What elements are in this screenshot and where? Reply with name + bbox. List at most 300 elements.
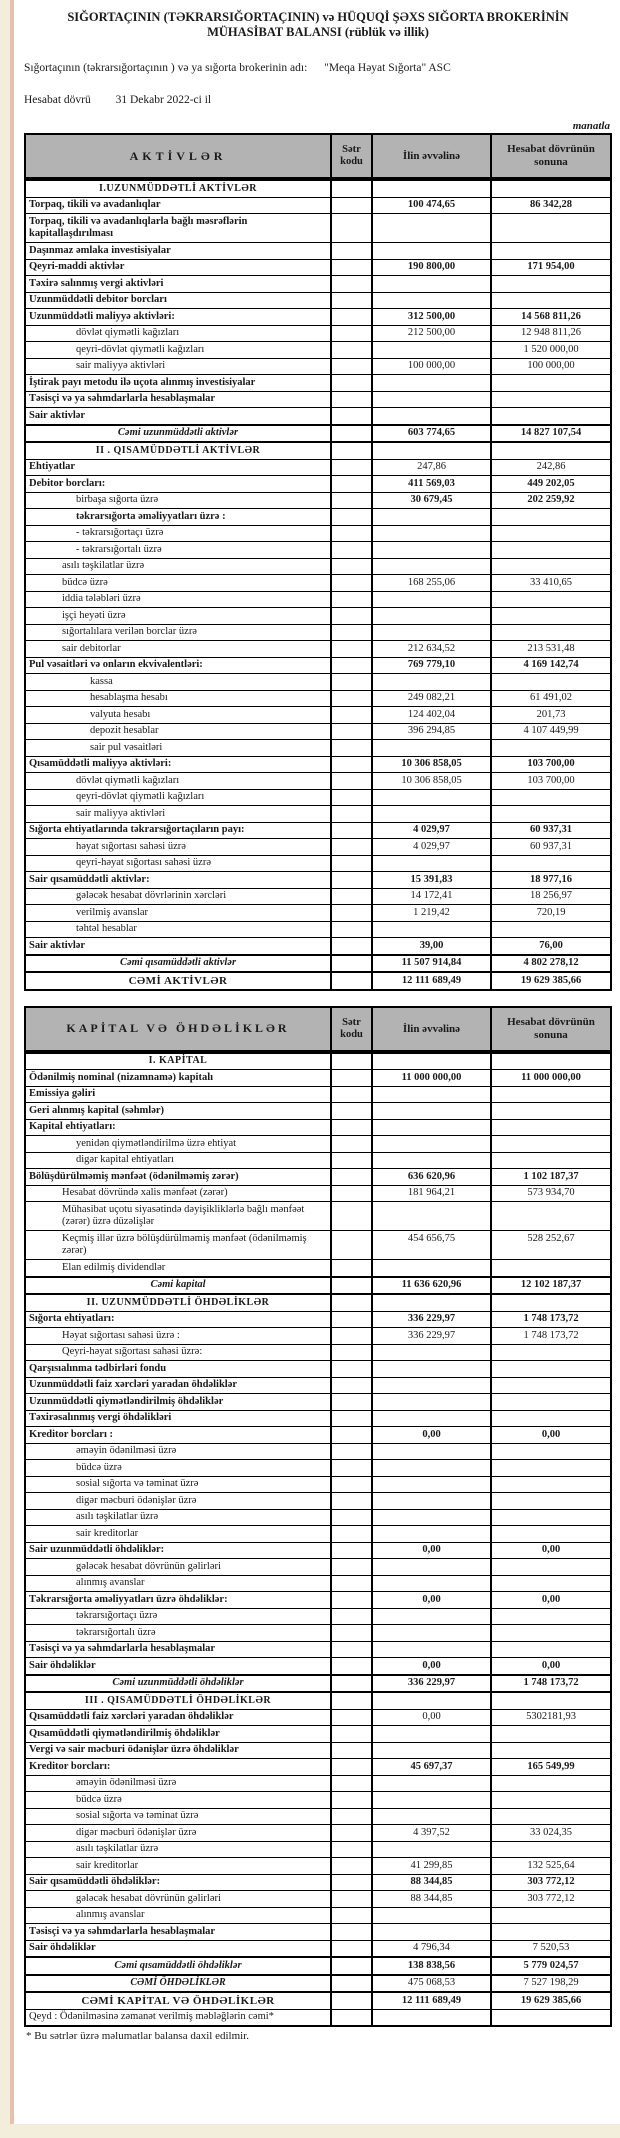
row-value-start-of-year: 10 306 858,05 [373,757,492,773]
table-row [26,904,610,921]
company-label: Sığortaçının (təkrarsığortaçının ) və ya sığorta brokerinin adı: [24,62,308,74]
row-value-end-of-period [492,214,610,242]
row-code-cell [332,1120,373,1136]
table-row [26,1135,610,1152]
row-code-cell [332,408,373,424]
row-code-cell [332,839,373,855]
table-row [26,308,610,325]
row-value-end-of-period [492,1103,610,1119]
row-code-cell [332,1776,373,1792]
row-value-end-of-period: 4 169 142,74 [523,659,579,670]
row-label: - təkrarsığortaçı üzrə [26,526,332,542]
table-row [26,1808,610,1825]
row-label: Torpaq, tikili və avadanlıqlarla bağlı məsrəflərin kapitallaşdırılması [26,214,332,242]
row-code-cell [332,1658,373,1674]
row-label: gələcək hesabat dövrünün gəlirləri [26,1559,332,1575]
table-row [26,1069,610,1086]
table-row [26,822,610,839]
row-label: digər məcburi ödənişlər üzrə [26,1493,332,1509]
row-value-start-of-year: 12 111 689,49 [373,1993,492,2009]
row-value-end-of-period: 202 259,92 [527,494,575,505]
row-label: Uzunmüddətli maliyyə aktivləri: [26,309,332,325]
row-value-start-of-year [373,1378,492,1394]
table-row [26,756,610,773]
row-label: sair kreditorlar [26,1858,332,1874]
table-row [26,292,610,309]
row-value-start-of-year [373,1103,492,1119]
row-value-start-of-year [373,1908,492,1924]
row-value-end-of-period: 201,73 [536,708,566,720]
period-value: 31 Dekabr 2022-ci il [115,94,212,106]
table-row [26,1230,610,1259]
table-row [26,179,610,197]
row-value-end-of-period: 0,00 [541,1659,561,1671]
table-row [26,1311,610,1328]
row-value-end-of-period [492,1260,610,1276]
row-label: Cəmi kapital [26,1278,332,1294]
row-code-cell [332,1394,373,1410]
row-value-end-of-period: 1 748 173,72 [523,1313,579,1324]
row-code-cell [332,1493,373,1509]
row-code-cell [332,1592,373,1608]
row-value-start-of-year [373,443,492,459]
company-line [24,62,612,74]
row-label: Qeyri-həyat sığortası sahəsi üzrə: [26,1345,332,1361]
row-value-end-of-period [492,922,610,938]
row-label: Ehtiyatlar [26,460,332,476]
row-value-start-of-year [373,806,492,822]
row-value-end-of-period [492,1776,610,1792]
row-value-end-of-period [492,1378,610,1394]
row-value-end-of-period [492,181,610,197]
table-row [26,1152,610,1169]
row-value-start-of-year [373,1087,492,1103]
row-value-end-of-period [492,1792,610,1808]
row-value-start-of-year: 603 774,65 [373,426,492,442]
row-code-cell [332,889,373,905]
row-value-start-of-year [373,181,492,197]
row-value-start-of-year [373,2010,492,2026]
row-value-end-of-period: 33 024,35 [530,1826,572,1838]
row-label: gələcək hesabat dövrlərinin xərcləri [26,889,332,905]
assets-table-body [26,179,610,989]
row-value-start-of-year: 212 634,52 [373,641,492,657]
table-row [26,1558,610,1575]
row-label: Cəmi qısamüddətli aktivlər [26,956,332,972]
row-value-end-of-period: 60 937,31 [530,840,572,852]
row-value-start-of-year [373,1493,492,1509]
table-row [26,325,610,342]
row-value-end-of-period: 5302181,93 [526,1711,576,1722]
row-value-end-of-period: 4 802 278,12 [523,957,579,968]
row-code-cell [332,1444,373,1460]
row-code-cell [332,1908,373,1924]
row-label: Sair qısamüddətli öhdəliklər: [26,1875,332,1891]
table-row [26,888,610,905]
row-value-start-of-year: 336 229,97 [373,1312,492,1328]
row-label: Torpaq, tikili və avadanlıqlar [26,198,332,214]
row-label: Bölüşdürülməmiş mənfəət (ödənilməmiş zərər) [26,1169,332,1185]
row-value-start-of-year: 138 838,56 [373,1958,492,1974]
row-code-cell [332,1676,373,1692]
table-row [26,954,610,972]
row-value-start-of-year [373,1625,492,1641]
row-code-cell [332,922,373,938]
row-value-start-of-year: 411 569,03 [373,476,492,492]
row-code-cell [332,260,373,276]
row-code-cell [332,243,373,259]
table-row [26,1476,610,1493]
row-code-cell [332,309,373,325]
row-label: Uzunmüddətli faiz xərcləri yaradan öhdəliklər [26,1378,332,1394]
row-label: Keçmiş illər üzrə bölüşdürülməmiş mənfəət (ödənilməmiş zərər) [26,1231,332,1259]
row-value-start-of-year: 124 402,04 [373,707,492,723]
row-label: həyat sığortası sahəsi üzrə [26,839,332,855]
row-label: Geri alınmış kapital (səhmlər) [26,1103,332,1119]
row-code-cell [332,476,373,492]
row-value-start-of-year [373,1345,492,1361]
table-row [26,475,610,492]
row-value-start-of-year: 11 000 000,00 [373,1070,492,1086]
table-row [26,391,610,408]
table-row [26,574,610,591]
table-row [26,1657,610,1674]
table-row [26,1907,610,1924]
row-label: Sığorta ehtiyatları: [26,1312,332,1328]
row-value-start-of-year: 336 229,97 [373,1676,492,1692]
table-row [26,690,610,707]
row-value-end-of-period [492,1345,610,1361]
row-value-end-of-period: 33 410,65 [530,576,572,588]
row-value-end-of-period [492,1642,610,1658]
row-label: Uzunmüddətli qiymətləndirilmiş öhdəliklər [26,1394,332,1410]
row-label: Sair öhdəliklər [26,1941,332,1957]
table-row [26,1890,610,1907]
table-row [26,772,610,789]
row-value-end-of-period [492,1908,610,1924]
row-value-end-of-period: 171 954,00 [527,261,575,272]
row-code-cell [332,773,373,789]
row-code-cell [332,1136,373,1152]
row-value-end-of-period: 100 000,00 [527,360,575,371]
row-code-cell [332,1278,373,1294]
row-label: Emissiya gəliri [26,1087,332,1103]
row-value-start-of-year [373,1394,492,1410]
row-value-end-of-period: 0,00 [541,1428,561,1440]
footnote: * Bu sətrlər üzrə məlumatlar balansa daxil edilmir. [26,2030,249,2042]
table-row [26,657,610,674]
table-row [26,1525,610,1542]
row-value-start-of-year [373,293,492,309]
page-margin-bottom [0,2124,620,2138]
table-row [26,1874,610,1891]
column-header-code: Sətr kodu [332,1008,373,1050]
row-label: Pul vəsaitləri və onların ekvivalentləri: [26,658,332,674]
table-row [26,921,610,938]
row-code-cell [332,1693,373,1709]
row-label: Sair öhdəliklər [26,1658,332,1674]
row-value-end-of-period [492,1477,610,1493]
table-row [26,739,610,756]
row-value-end-of-period: 7 520,53 [532,1942,570,1953]
table-row [26,1956,610,1974]
table-row [26,508,610,525]
table-row [26,1624,610,1641]
row-code-cell [332,1054,373,1070]
row-value-start-of-year: 454 656,75 [373,1231,492,1259]
row-code-cell [332,1726,373,1742]
document-title-line1: SIĞORTAÇININ (TƏKRARSIĞORTAÇININ) və HÜQUQİ ŞƏXS SIĞORTA BROKERİNİN [67,10,569,24]
row-code-cell [332,526,373,542]
row-code-cell [332,1186,373,1202]
row-value-end-of-period: 5 779 024,57 [523,1959,579,1971]
row-value-start-of-year: 14 172,41 [373,889,492,905]
table-row [26,1591,610,1608]
row-value-start-of-year [373,1726,492,1742]
row-value-start-of-year: 30 679,45 [373,493,492,509]
row-value-end-of-period: 76,00 [539,939,563,951]
table-row [26,1940,610,1957]
row-value-end-of-period: 573 934,70 [527,1187,575,1198]
row-value-end-of-period: 14 568 811,26 [521,310,581,322]
row-label: III . QISAMÜDDƏTLİ ÖHDƏLİKLƏR [26,1693,332,1709]
row-value-end-of-period [492,1625,610,1641]
row-value-end-of-period [492,1153,610,1169]
row-label: Daşınmaz əmlaka investisiyalar [26,243,332,259]
row-label: Ödənilmiş nominal (nizamnamə) kapitalı [26,1070,332,1086]
row-code-cell [332,1625,373,1641]
row-code-cell [332,198,373,214]
table-row [26,259,610,276]
table-row [26,607,610,624]
table-row [26,1575,610,1592]
row-code-cell [332,559,373,575]
column-header-code: Sətr kodu [332,135,373,177]
row-value-start-of-year [373,856,492,872]
row-value-end-of-period: 12 102 187,37 [520,1279,582,1290]
row-value-end-of-period [492,740,610,756]
row-label: Qeyd : Ödənilməsinə zəmanət verilmiş məbləğlərin cəmi* [26,2010,332,2026]
row-value-start-of-year: 0,00 [373,1658,492,1674]
row-value-end-of-period: 12 948 811,26 [521,327,581,338]
row-value-start-of-year: 88 344,85 [373,1875,492,1891]
row-value-end-of-period: 449 202,05 [527,477,575,489]
table-row [26,871,610,888]
row-code-cell [332,1875,373,1891]
row-value-start-of-year: 41 299,85 [373,1858,492,1874]
table-row [26,407,610,424]
row-value-start-of-year [373,1460,492,1476]
row-label: asılı təşkilatlar üzrə [26,1510,332,1526]
row-value-end-of-period: 14 827 107,54 [520,427,582,438]
table-row [26,197,610,214]
row-code-cell [332,1328,373,1344]
assets-table-header [26,135,610,179]
row-label: depozit hesablar [26,724,332,740]
row-label: Təsisçi və ya səhmdarlarla hesablaşmalar [26,392,332,408]
row-label: Debitor borcları: [26,476,332,492]
capital-liabilities-header-title: KAPİTAL VƏ ÖHDƏLİKLƏR [26,1008,332,1050]
table-row [26,838,610,855]
row-value-start-of-year [373,1609,492,1625]
row-value-start-of-year: 312 500,00 [373,309,492,325]
row-code-cell [332,1759,373,1775]
row-value-start-of-year: 0,00 [373,1543,492,1559]
row-value-end-of-period: 11 000 000,00 [521,1071,581,1083]
row-code-cell [332,1361,373,1377]
row-value-end-of-period: 103 700,00 [527,774,575,786]
row-label: qeyri-həyat sığortası sahəsi üzrə [26,856,332,872]
row-label: təhtəl hesablar [26,922,332,938]
row-value-start-of-year [373,1526,492,1542]
row-value-start-of-year [373,674,492,690]
row-label: qeyri-dövlət qiymətli kağızları [26,342,332,358]
table-row [26,459,610,476]
row-value-start-of-year [373,559,492,575]
row-value-start-of-year [373,1295,492,1311]
row-value-start-of-year [373,625,492,641]
row-label: büdcə üzrə [26,1460,332,1476]
table-row [26,558,610,575]
table-row [26,1052,610,1070]
row-value-end-of-period [492,1559,610,1575]
row-code-cell [332,1411,373,1427]
capital-liabilities-table-header [26,1008,610,1052]
row-value-start-of-year: 336 229,97 [373,1328,492,1344]
row-code-cell [332,1941,373,1957]
row-label: sair kreditorlar [26,1526,332,1542]
row-value-end-of-period [492,509,610,525]
row-code-cell [332,443,373,459]
table-row [26,374,610,391]
row-label: sair maliyyə aktivləri [26,359,332,375]
table-row [26,275,610,292]
row-code-cell [332,856,373,872]
row-label: Həyat sığortası sahəsi üzrə : [26,1328,332,1344]
row-value-end-of-period [492,608,610,624]
row-code-cell [332,1858,373,1874]
table-row [26,242,610,259]
row-value-end-of-period: 19 629 385,66 [520,1994,582,2006]
row-value-start-of-year [373,592,492,608]
row-value-end-of-period [492,1526,610,1542]
row-label: Kapital ehtiyatları: [26,1120,332,1136]
row-label: II . QISAMÜDDƏTLİ AKTİVLƏR [26,443,332,459]
table-row [26,1542,610,1559]
row-label: sosial sığorta və təminat üzrə [26,1477,332,1493]
row-value-end-of-period [492,243,610,259]
row-code-cell [332,575,373,591]
row-value-end-of-period: 303 772,12 [527,1892,575,1904]
row-value-start-of-year [373,608,492,624]
row-code-cell [332,276,373,292]
table-row [26,213,610,242]
row-value-end-of-period [492,1054,610,1070]
row-value-start-of-year: 100 474,65 [373,198,492,214]
row-label: təkrarsığortaçı üzrə [26,1609,332,1625]
row-label: alınmış avanslar [26,1908,332,1924]
row-label: Sair aktivlər [26,938,332,954]
row-code-cell [332,973,373,989]
table-row [26,1443,610,1460]
row-code-cell [332,956,373,972]
column-header-end-of-period: Hesabat dövrünün sonuna [507,1015,595,1041]
row-label: Uzunmüddətli debitor borcları [26,293,332,309]
table-row [26,2009,610,2026]
row-label: sair maliyyə aktivləri [26,806,332,822]
table-row [26,1923,610,1940]
row-value-start-of-year: 0,00 [373,1592,492,1608]
row-code-cell [332,674,373,690]
table-row [26,1509,610,1526]
row-code-cell [332,757,373,773]
row-value-end-of-period [492,542,610,558]
row-value-start-of-year [373,1642,492,1658]
row-value-start-of-year [373,1202,492,1230]
row-label: alınmış avanslar [26,1576,332,1592]
row-label: sosial sığorta və təminat üzrə [26,1809,332,1825]
row-code-cell [332,823,373,839]
row-code-cell [332,658,373,674]
row-value-end-of-period: 60 937,31 [530,824,572,835]
row-code-cell [332,1477,373,1493]
row-value-start-of-year: 4 397,52 [373,1825,492,1841]
row-value-end-of-period [492,1394,610,1410]
row-label: Qarşısıalınma tədbirləri fondu [26,1361,332,1377]
table-row [26,1608,610,1625]
table-row [26,723,610,740]
table-row [26,1102,610,1119]
row-label: iddia tələbləri üzrə [26,592,332,608]
page-margin-accent-line [10,0,14,2138]
row-label: digər kapital ehtiyatları [26,1153,332,1169]
row-label: Cəmi uzunmüddətli aktivlər [26,426,332,442]
table-row [26,591,610,608]
row-code-cell [332,1609,373,1625]
row-value-start-of-year: 10 306 858,05 [373,773,492,789]
row-code-cell [332,1842,373,1858]
row-value-start-of-year: 45 697,37 [373,1759,492,1775]
table-row [26,1674,610,1692]
table-row [26,1459,610,1476]
row-code-cell [332,426,373,442]
row-label: işçi heyəti üzrə [26,608,332,624]
row-value-start-of-year [373,1260,492,1276]
row-code-cell [332,375,373,391]
table-row [26,1709,610,1726]
row-label: CƏMİ KAPİTAL VƏ ÖHDƏLİKLƏR [26,1993,332,2009]
row-code-cell [332,1378,373,1394]
row-code-cell [332,1809,373,1825]
row-value-start-of-year: 39,00 [373,938,492,954]
row-value-end-of-period: 165 549,99 [527,1760,575,1772]
table-row [26,525,610,542]
table-row [26,1974,610,1992]
row-value-start-of-year [373,542,492,558]
row-label: Təsisçi və ya səhmdarlarla hesablaşmalar [26,1924,332,1940]
row-value-end-of-period [492,1087,610,1103]
row-code-cell [332,1169,373,1185]
row-code-cell [332,1345,373,1361]
row-code-cell [332,293,373,309]
table-row [26,1426,610,1443]
row-value-end-of-period: 720,19 [536,906,566,918]
row-value-start-of-year [373,1792,492,1808]
row-value-start-of-year [373,276,492,292]
currency-note: manatla [572,120,610,132]
row-value-end-of-period: 0,00 [541,1544,561,1555]
table-row [26,1410,610,1427]
